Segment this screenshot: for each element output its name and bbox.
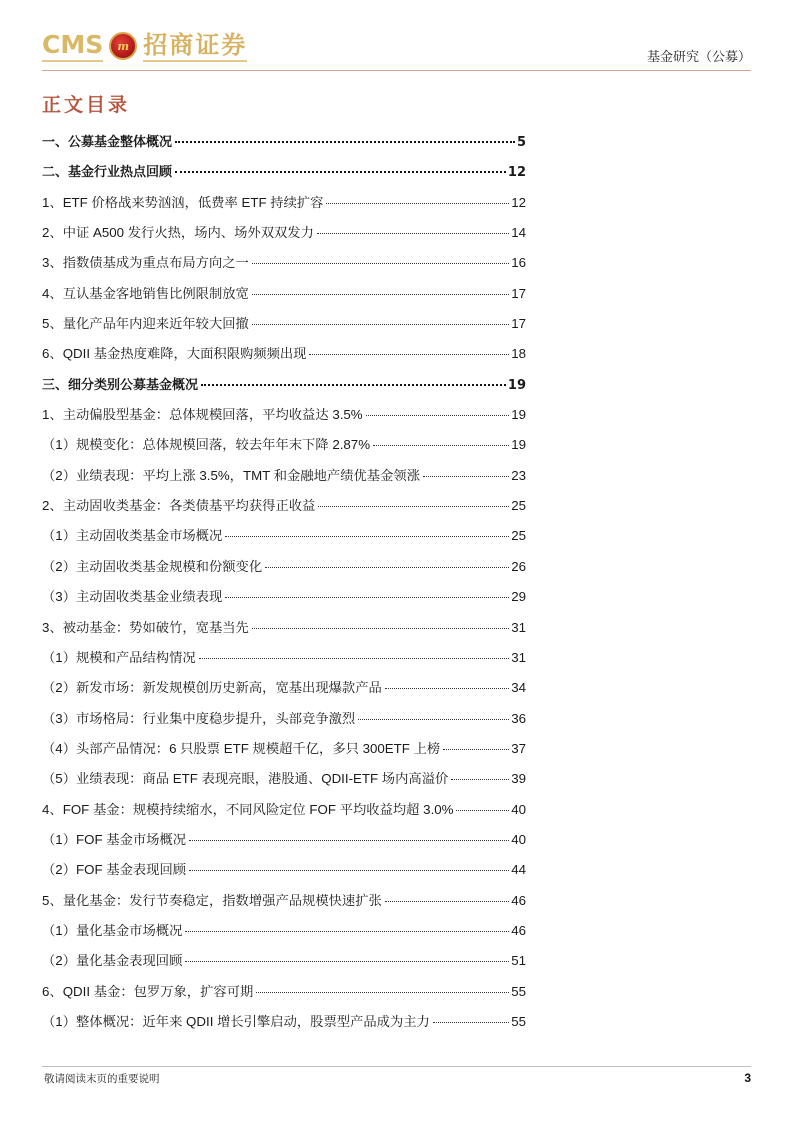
toc-entry[interactable] xyxy=(42,434,526,464)
toc-leader-dots xyxy=(252,294,509,295)
toc-entry-label[interactable]: 6、QDII 基金：包罗万象，扩容可期 xyxy=(42,983,254,999)
toc-entry-label[interactable]: 3、指数债基成为重点布局方向之一 xyxy=(42,255,249,271)
toc-entry-label[interactable]: （3）市场格局：行业集中度稳步提升，头部竞争激烈 xyxy=(42,710,356,726)
toc-leader-dots xyxy=(433,1022,509,1023)
toc-entry[interactable] xyxy=(42,465,526,495)
toc-entry-label[interactable]: （1）量化基金市场概况 xyxy=(42,922,183,938)
toc-entry[interactable] xyxy=(42,859,526,889)
toc-entry[interactable] xyxy=(42,677,526,707)
toc-entry[interactable] xyxy=(42,768,526,798)
toc-entry[interactable] xyxy=(42,374,526,404)
toc-entry-page[interactable]: 25 xyxy=(511,498,526,514)
toc-entry-page[interactable]: 19 xyxy=(507,377,526,393)
toc-entry-label[interactable]: 6、QDII 基金热度难降，大面积限购频频出现 xyxy=(42,346,307,362)
toc-entry[interactable] xyxy=(42,192,526,222)
toc-entry-label[interactable]: （3）主动固收类基金业绩表现 xyxy=(42,589,223,605)
toc-leader-dots xyxy=(252,324,509,325)
toc-entry[interactable] xyxy=(42,131,526,161)
report-category: 基金研究（公募） xyxy=(646,50,751,65)
toc-entry-label[interactable]: （1）规模变化：总体规模回落，较去年年末下降 2.87% xyxy=(42,437,371,453)
toc-entry[interactable] xyxy=(42,556,526,586)
toc-entry-page[interactable]: 40 xyxy=(511,801,526,817)
toc-entry-page[interactable]: 25 xyxy=(511,528,526,544)
toc-entry[interactable] xyxy=(42,829,526,859)
logo-emblem-icon: m xyxy=(109,32,137,60)
toc-entry-page[interactable]: 29 xyxy=(511,589,526,605)
toc-entry-label[interactable]: 1、ETF 价格战来势汹汹，低费率 ETF 持续扩容 xyxy=(42,194,324,210)
toc-title: 正文目录 xyxy=(42,94,131,116)
toc-entry-page[interactable]: 46 xyxy=(511,922,526,938)
toc-entry[interactable] xyxy=(42,404,526,434)
toc-leader-dots xyxy=(252,263,509,264)
toc-entry[interactable] xyxy=(42,495,526,525)
toc-entry-page[interactable]: 46 xyxy=(511,892,526,908)
toc-entry[interactable] xyxy=(42,799,526,829)
toc-entry-page[interactable]: 34 xyxy=(511,680,526,696)
toc-entry[interactable] xyxy=(42,161,526,191)
toc-leader-dots xyxy=(317,233,509,234)
footer-divider xyxy=(42,1066,751,1067)
cms-logo xyxy=(42,28,247,64)
toc-entry-label[interactable]: （1）主动固收类基金市场概况 xyxy=(42,528,223,544)
toc-entry-page[interactable]: 39 xyxy=(511,771,526,787)
toc-leader-dots xyxy=(185,961,509,962)
toc-entry-label[interactable]: 1、主动偏股型基金：总体规模回落，平均收益达 3.5% xyxy=(42,407,363,423)
toc-leader-dots xyxy=(373,445,509,446)
logo-text: CMS xyxy=(42,31,103,62)
toc-leader-dots xyxy=(423,476,509,477)
toc-entry-label[interactable]: （2）新发市场：新发规模创历史新高，宽基出现爆款产品 xyxy=(42,680,382,696)
toc-leader-dots xyxy=(443,749,509,750)
toc-entry-label[interactable]: 三、细分类别公募基金概况 xyxy=(42,377,199,393)
toc-leader-dots xyxy=(265,567,509,568)
toc-entry-page[interactable]: 36 xyxy=(511,710,526,726)
toc-leader-dots xyxy=(199,658,510,659)
toc-entry-page[interactable]: 51 xyxy=(511,953,526,969)
toc-entry-page[interactable]: 19 xyxy=(511,437,526,453)
toc-entry-label[interactable]: 3、被动基金：势如破竹，宽基当先 xyxy=(42,619,249,635)
toc-entry[interactable] xyxy=(42,313,526,343)
toc-leader-dots xyxy=(225,597,509,598)
toc-entry[interactable] xyxy=(42,617,526,647)
toc-entry-page[interactable]: 16 xyxy=(511,255,526,271)
toc-entry-page[interactable]: 17 xyxy=(511,316,526,332)
header-divider xyxy=(42,70,751,71)
toc-leader-dots xyxy=(318,506,509,507)
toc-entry[interactable] xyxy=(42,343,526,373)
toc-entry-label[interactable]: （5）业绩表现：商品 ETF 表现亮眼，港股通、QDII-ETF 场内高溢价 xyxy=(42,771,449,787)
toc-entry[interactable] xyxy=(42,525,526,555)
toc-leader-dots xyxy=(189,840,509,841)
toc-leader-dots xyxy=(189,870,509,871)
toc-leader-dots xyxy=(309,354,509,355)
toc-entry-label[interactable]: 2、中证 A500 发行火热，场内、场外双双发力 xyxy=(42,225,314,241)
toc-entry[interactable] xyxy=(42,222,526,252)
toc-leader-dots xyxy=(175,141,515,143)
toc-entry-page[interactable]: 26 xyxy=(511,558,526,574)
toc-entry-label[interactable]: （1）FOF 基金市场概况 xyxy=(42,831,187,847)
toc-entry-page[interactable]: 5 xyxy=(516,135,526,150)
toc-entry-page[interactable]: 23 xyxy=(511,467,526,483)
page-number: 3 xyxy=(744,1071,751,1085)
toc-leader-dots xyxy=(358,719,509,720)
logo-company-name: 招商证券 xyxy=(143,31,247,62)
toc-entry-label[interactable]: （2）FOF 基金表现回顾 xyxy=(42,862,187,878)
toc-entry-label[interactable]: （4）头部产品情况：6 只股票 ETF 规模超千亿，多只 300ETF 上榜 xyxy=(42,740,441,756)
toc-entry-label[interactable]: 一、公募基金整体概况 xyxy=(42,135,173,150)
toc-entry-label[interactable]: （2）业绩表现：平均上涨 3.5%，TMT 和金融地产绩优基金领涨 xyxy=(42,467,420,483)
toc-leader-dots xyxy=(225,536,509,537)
toc-entry[interactable] xyxy=(42,920,526,950)
toc-leader-dots xyxy=(201,384,506,386)
toc-entry-page[interactable]: 55 xyxy=(511,1013,526,1029)
toc-entry-label[interactable]: 4、FOF 基金：规模持续缩水，不同风险定位 FOF 平均收益均超 3.0% xyxy=(42,801,454,817)
toc-entry-page[interactable]: 19 xyxy=(511,407,526,423)
toc-entry-label[interactable]: 2、主动固收类基金：各类债基平均获得正收益 xyxy=(42,498,316,514)
toc-entry-page[interactable]: 40 xyxy=(511,831,526,847)
toc-entry-label[interactable]: 4、互认基金客地销售比例限制放宽 xyxy=(42,285,249,301)
toc-entry[interactable] xyxy=(42,647,526,677)
toc-entry-page[interactable]: 14 xyxy=(511,225,526,241)
toc-entry-page[interactable]: 37 xyxy=(511,740,526,756)
toc-entry[interactable] xyxy=(42,738,526,768)
toc-entry[interactable] xyxy=(42,950,526,980)
toc-entry[interactable] xyxy=(42,586,526,616)
toc-leader-dots xyxy=(326,203,509,204)
toc-entry-page[interactable]: 17 xyxy=(511,285,526,301)
toc-entry-label[interactable]: （1）整体概况：近年来 QDII 增长引擎启动，股票型产品成为主力 xyxy=(42,1013,430,1029)
toc-entry-label[interactable]: （1）规模和产品结构情况 xyxy=(42,649,196,665)
toc-leader-dots xyxy=(366,415,510,416)
toc-entry-label[interactable]: 二、基金行业热点回顾 xyxy=(42,165,173,181)
toc-leader-dots xyxy=(185,931,509,932)
toc-leader-dots xyxy=(385,901,509,902)
toc-entry-page[interactable]: 31 xyxy=(511,619,526,635)
toc-entry[interactable] xyxy=(42,890,526,920)
toc-entry-page[interactable]: 31 xyxy=(511,649,526,665)
toc-entry-page[interactable]: 18 xyxy=(511,346,526,362)
toc-entry[interactable] xyxy=(42,283,526,313)
toc-entry[interactable] xyxy=(42,981,526,1011)
toc-leader-dots xyxy=(252,628,509,629)
toc-entry-label[interactable]: （2）主动固收类基金规模和份额变化 xyxy=(42,558,263,574)
toc-leader-dots xyxy=(456,810,509,811)
toc-entry-label[interactable]: （2）量化基金表现回顾 xyxy=(42,953,183,969)
toc-leader-dots xyxy=(175,171,506,173)
toc-leader-dots xyxy=(256,992,509,993)
toc-entry[interactable] xyxy=(42,252,526,282)
toc-leader-dots xyxy=(385,688,509,689)
toc-entry[interactable] xyxy=(42,1011,526,1041)
toc-leader-dots xyxy=(451,779,509,780)
footer-disclaimer: 敬请阅读末页的重要说明 xyxy=(44,1073,160,1085)
toc-entry-page[interactable]: 12 xyxy=(507,165,526,181)
toc-entry-page[interactable]: 44 xyxy=(511,862,526,878)
toc-entry-page[interactable]: 55 xyxy=(511,983,526,999)
toc-entry-label[interactable]: 5、量化产品年内迎来近年较大回撤 xyxy=(42,316,249,332)
toc-entry[interactable] xyxy=(42,708,526,738)
toc-entry-page[interactable]: 12 xyxy=(511,194,526,210)
page-header xyxy=(42,28,751,72)
toc-entry-label[interactable]: 5、量化基金：发行节奏稳定，指数增强产品规模快速扩张 xyxy=(42,892,382,908)
table-of-contents xyxy=(42,131,526,1041)
